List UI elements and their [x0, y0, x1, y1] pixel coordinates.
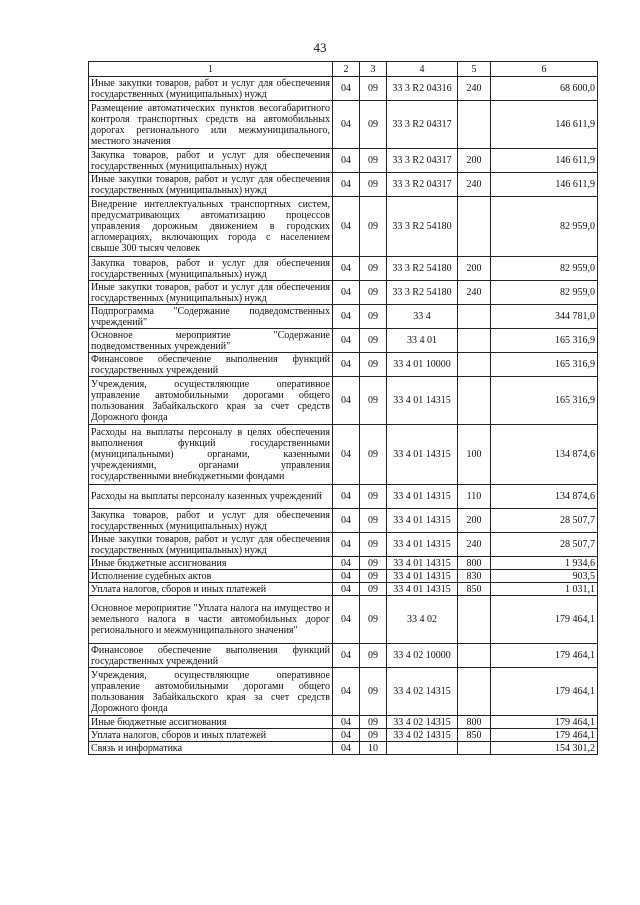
row-amount: 179 464,1	[491, 729, 598, 742]
row-section: 04	[333, 329, 360, 353]
header-cell: 3	[360, 62, 387, 77]
row-name: Связь и информатика	[89, 742, 333, 755]
row-amount: 1 031,1	[491, 583, 598, 596]
row-expense-type: 800	[458, 557, 491, 570]
row-subsection: 09	[360, 583, 387, 596]
row-subsection: 09	[360, 509, 387, 533]
row-subsection: 09	[360, 101, 387, 149]
row-subsection: 09	[360, 485, 387, 509]
row-target-article: 33 4 01 14315	[387, 485, 458, 509]
row-section: 04	[333, 583, 360, 596]
table-row	[89, 377, 598, 425]
row-target-article: 33 4 02 14315	[387, 716, 458, 729]
row-subsection: 10	[360, 742, 387, 755]
row-amount: 179 464,1	[491, 644, 598, 668]
row-name: Закупка товаров, работ и услуг для обеспечения государственных (муниципальных) нужд	[89, 149, 333, 173]
row-section: 04	[333, 742, 360, 755]
table-row	[89, 77, 598, 101]
row-name: Внедрение интеллектуальных транспортных систем, предусматривающих автоматизацию процессов управления дорожным движением в городских агломерациях, включающих города с населением свыше 300 тысяч человек	[89, 197, 333, 257]
row-section: 04	[333, 281, 360, 305]
row-amount: 179 464,1	[491, 596, 598, 644]
row-subsection: 09	[360, 533, 387, 557]
row-subsection: 09	[360, 329, 387, 353]
table-row	[89, 533, 598, 557]
row-section: 04	[333, 509, 360, 533]
row-amount: 82 959,0	[491, 281, 598, 305]
row-target-article: 33 4 01 14315	[387, 533, 458, 557]
row-section: 04	[333, 570, 360, 583]
row-amount: 28 507,7	[491, 533, 598, 557]
row-expense-type: 200	[458, 257, 491, 281]
table-row	[89, 485, 598, 509]
row-expense-type	[458, 329, 491, 353]
row-name: Уплата налогов, сборов и иных платежей	[89, 583, 333, 596]
row-target-article: 33 4 02 10000	[387, 644, 458, 668]
row-target-article: 33 4 02 14315	[387, 668, 458, 716]
row-target-article: 33 4 01 14315	[387, 425, 458, 485]
row-section: 04	[333, 644, 360, 668]
row-subsection: 09	[360, 644, 387, 668]
row-section: 04	[333, 485, 360, 509]
row-expense-type	[458, 377, 491, 425]
row-target-article: 33 3 R2 04317	[387, 101, 458, 149]
row-subsection: 09	[360, 557, 387, 570]
row-expense-type: 850	[458, 729, 491, 742]
row-name: Иные закупки товаров, работ и услуг для обеспечения государственных (муниципальных) нужд	[89, 281, 333, 305]
row-amount: 134 874,6	[491, 485, 598, 509]
row-expense-type	[458, 305, 491, 329]
row-target-article: 33 4 02	[387, 596, 458, 644]
row-section: 04	[333, 149, 360, 173]
row-amount: 165 316,9	[491, 377, 598, 425]
row-amount: 146 611,9	[491, 101, 598, 149]
table-row	[89, 149, 598, 173]
row-subsection: 09	[360, 729, 387, 742]
table-row	[89, 596, 598, 644]
row-expense-type	[458, 353, 491, 377]
row-subsection: 09	[360, 197, 387, 257]
row-target-article: 33 4 01 14315	[387, 557, 458, 570]
row-name: Закупка товаров, работ и услуг для обеспечения государственных (муниципальных) нужд	[89, 257, 333, 281]
row-subsection: 09	[360, 353, 387, 377]
header-cell: 1	[89, 62, 333, 77]
page-number: 43	[313, 40, 327, 55]
row-section: 04	[333, 377, 360, 425]
row-subsection: 09	[360, 149, 387, 173]
row-name: Иные закупки товаров, работ и услуг для обеспечения государственных (муниципальных) нужд	[89, 533, 333, 557]
row-subsection: 09	[360, 596, 387, 644]
row-amount: 82 959,0	[491, 257, 598, 281]
row-name: Подпрограмма "Содержание подведомственных учреждений"	[89, 305, 333, 329]
row-subsection: 09	[360, 281, 387, 305]
table-row	[89, 425, 598, 485]
table-body	[89, 77, 598, 755]
row-name: Исполнение судебных актов	[89, 570, 333, 583]
row-expense-type: 100	[458, 425, 491, 485]
table-row	[89, 305, 598, 329]
row-subsection: 09	[360, 570, 387, 583]
row-target-article: 33 4 01 10000	[387, 353, 458, 377]
row-expense-type: 240	[458, 281, 491, 305]
row-target-article: 33 3 R2 54180	[387, 281, 458, 305]
row-expense-type	[458, 101, 491, 149]
row-amount: 344 781,0	[491, 305, 598, 329]
row-subsection: 09	[360, 173, 387, 197]
row-target-article: 33 3 R2 54180	[387, 257, 458, 281]
row-expense-type	[458, 197, 491, 257]
table-row	[89, 197, 598, 257]
row-target-article: 33 3 R2 04316	[387, 77, 458, 101]
row-expense-type: 200	[458, 149, 491, 173]
row-amount: 82 959,0	[491, 197, 598, 257]
row-name: Финансовое обеспечение выполнения функций государственных учреждений	[89, 644, 333, 668]
row-target-article: 33 4 01	[387, 329, 458, 353]
row-expense-type	[458, 596, 491, 644]
row-section: 04	[333, 716, 360, 729]
row-section: 04	[333, 197, 360, 257]
row-section: 04	[333, 557, 360, 570]
table-row	[89, 353, 598, 377]
header-cell: 2	[333, 62, 360, 77]
row-name: Основное мероприятие "Содержание подведомственных учреждений"	[89, 329, 333, 353]
budget-table	[88, 61, 598, 755]
row-section: 04	[333, 668, 360, 716]
row-section: 04	[333, 596, 360, 644]
table-row	[89, 329, 598, 353]
row-subsection: 09	[360, 425, 387, 485]
row-target-article: 33 3 R2 54180	[387, 197, 458, 257]
row-expense-type: 200	[458, 509, 491, 533]
row-subsection: 09	[360, 377, 387, 425]
table-row	[89, 583, 598, 596]
row-subsection: 09	[360, 716, 387, 729]
row-subsection: 09	[360, 305, 387, 329]
header-cell: 5	[458, 62, 491, 77]
row-target-article	[387, 742, 458, 755]
row-subsection: 09	[360, 668, 387, 716]
row-section: 04	[333, 353, 360, 377]
table-row	[89, 173, 598, 197]
row-amount: 179 464,1	[491, 668, 598, 716]
row-target-article: 33 4 01 14315	[387, 377, 458, 425]
row-target-article: 33 4 01 14315	[387, 509, 458, 533]
table-row	[89, 716, 598, 729]
row-subsection: 09	[360, 77, 387, 101]
row-name: Иные закупки товаров, работ и услуг для обеспечения государственных (муниципальных) нужд	[89, 173, 333, 197]
row-target-article: 33 4 02 14315	[387, 729, 458, 742]
row-name: Размещение автоматических пунктов весогабаритного контроля транспортных средств на автомобильных дорогах регионального или межмуниципального, местного значения	[89, 101, 333, 149]
table-row	[89, 257, 598, 281]
table-row	[89, 101, 598, 149]
table-row	[89, 570, 598, 583]
row-amount: 28 507,7	[491, 509, 598, 533]
header-cell: 4	[387, 62, 458, 77]
row-expense-type	[458, 668, 491, 716]
table-row	[89, 509, 598, 533]
row-amount: 165 316,9	[491, 329, 598, 353]
row-expense-type: 110	[458, 485, 491, 509]
row-name: Иные бюджетные ассигнования	[89, 557, 333, 570]
row-target-article: 33 4 01 14315	[387, 583, 458, 596]
row-section: 04	[333, 425, 360, 485]
header-cell: 6	[491, 62, 598, 77]
row-target-article: 33 3 R2 04317	[387, 173, 458, 197]
row-amount: 146 611,9	[491, 149, 598, 173]
table-row	[89, 668, 598, 716]
row-name: Учреждения, осуществляющие оперативное управление автомобильными дорогами общего пользования Забайкальского края за счет средств Дорожного фонда	[89, 377, 333, 425]
row-name: Учреждения, осуществляющие оперативное управление автомобильными дорогами общего пользования Забайкальского края за счет средств Дорожного фонда	[89, 668, 333, 716]
row-expense-type	[458, 644, 491, 668]
row-amount: 68 600,0	[491, 77, 598, 101]
row-expense-type: 240	[458, 77, 491, 101]
row-name: Иные бюджетные ассигнования	[89, 716, 333, 729]
row-target-article: 33 4 01 14315	[387, 570, 458, 583]
row-section: 04	[333, 173, 360, 197]
row-expense-type	[458, 742, 491, 755]
table-row	[89, 644, 598, 668]
row-name: Закупка товаров, работ и услуг для обеспечения государственных (муниципальных) нужд	[89, 509, 333, 533]
row-expense-type: 240	[458, 173, 491, 197]
row-name: Основное мероприятие "Уплата налога на имущество и земельного налога в части автомобильных дорог регионального и межмуниципального значения"	[89, 596, 333, 644]
row-subsection: 09	[360, 257, 387, 281]
row-expense-type: 800	[458, 716, 491, 729]
header-row	[89, 62, 598, 77]
table-row	[89, 729, 598, 742]
table-row	[89, 557, 598, 570]
row-amount: 134 874,6	[491, 425, 598, 485]
row-amount: 903,5	[491, 570, 598, 583]
row-amount: 1 934,6	[491, 557, 598, 570]
table-row	[89, 742, 598, 755]
row-name: Расходы на выплаты персоналу казенных учреждений	[89, 485, 333, 509]
row-section: 04	[333, 729, 360, 742]
table-row	[89, 281, 598, 305]
row-target-article: 33 4	[387, 305, 458, 329]
row-name: Иные закупки товаров, работ и услуг для обеспечения государственных (муниципальных) нужд	[89, 77, 333, 101]
row-expense-type: 850	[458, 583, 491, 596]
row-name: Уплата налогов, сборов и иных платежей	[89, 729, 333, 742]
row-amount: 146 611,9	[491, 173, 598, 197]
row-name: Расходы на выплаты персоналу в целях обеспечения выполнения функций государственными (муниципальными) органами, казенными учреждениями, органами управления государственными внебюджетными фондами	[89, 425, 333, 485]
row-section: 04	[333, 533, 360, 557]
row-amount: 179 464,1	[491, 716, 598, 729]
row-section: 04	[333, 305, 360, 329]
row-expense-type: 830	[458, 570, 491, 583]
row-amount: 154 301,2	[491, 742, 598, 755]
row-target-article: 33 3 R2 04317	[387, 149, 458, 173]
row-section: 04	[333, 77, 360, 101]
row-name: Финансовое обеспечение выполнения функций государственных учреждений	[89, 353, 333, 377]
row-section: 04	[333, 101, 360, 149]
row-amount: 165 316,9	[491, 353, 598, 377]
row-expense-type: 240	[458, 533, 491, 557]
row-section: 04	[333, 257, 360, 281]
